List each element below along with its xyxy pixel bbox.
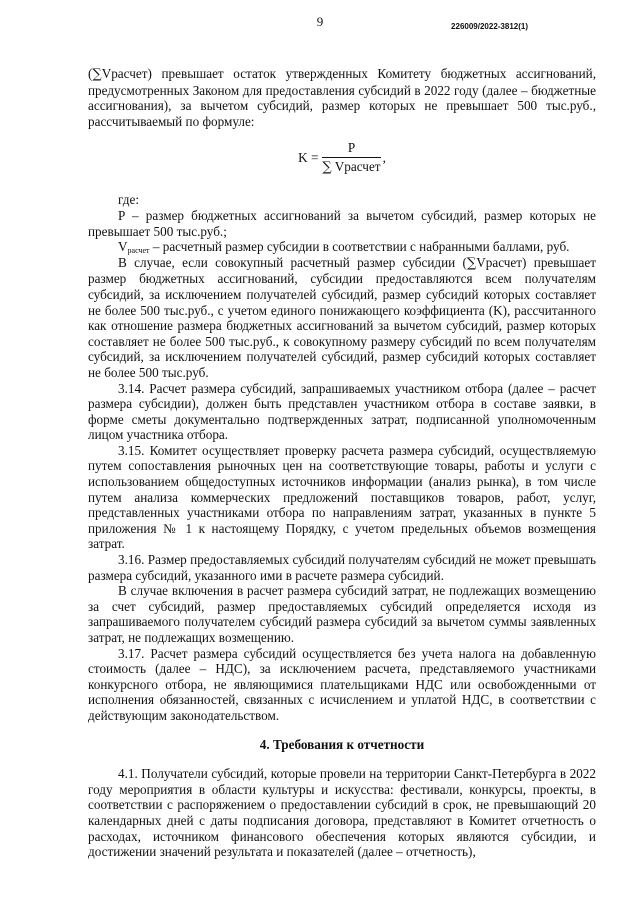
formula-lhs: K =	[298, 150, 319, 166]
definition-v	[88, 239, 596, 255]
document-body	[88, 66, 596, 860]
formula-denominator: Vрасчет	[334, 158, 381, 174]
paragraph-exceeds-text: превышает остаток утвержденных Комитету бюджетных ассигнований, предусмотренных Законом для предоставления субсидий в 2022 году (далее – бюджетные ассигнования), за вычетом субсидий, размер которых не превышает 500 тыс.руб., рассчитываемый по формуле:	[88, 66, 596, 129]
formula-fraction	[322, 140, 380, 175]
paragraph-case-start: В случае, если совокупный расчетный размер субсидии (	[118, 254, 467, 270]
formula	[88, 140, 596, 182]
clause-3-16-continued: В случае включения в расчет размера субсидий затрат, не подлежащих возмещению за счет субсидий, размер предоставляемых субсидий определяется исходя из запрашиваемого получателем субсидий размера субсидий за вычетом суммы заявленных затрат, не подлежащих возмещению.	[88, 583, 596, 645]
paragraph-exceeds: (∑Vрасчет) превышает остаток утвержденных Комитету бюджетных ассигнований, предусмотренных Законом для предоставления субсидий в 2022 году (далее – бюджетные ассигнования), за вычетом субсидий, размер которых не превышает 500 тыс.руб., рассчитываемый по формуле:	[88, 66, 596, 129]
formula-numerator: P	[322, 140, 380, 158]
sum-label: Vрасчет	[101, 66, 148, 81]
formula-denominator-wrap	[322, 158, 380, 176]
clause-3-16: 3.16. Размер предоставляемых субсидий получателям субсидий не может превышать размера субсидий, указанного ими в расчете размера субсидий.	[88, 552, 596, 583]
document-id: 226009/2022-3812(1)	[451, 22, 528, 31]
formula-trail: ,	[382, 150, 386, 166]
sum-symbol-icon: ∑	[322, 159, 332, 175]
definition-v-subscript: расчет	[127, 246, 150, 256]
clause-3-17: 3.17. Расчет размера субсидий осуществляется без учета налога на добавленную стоимость (далее – НДС), за исключением расчета, представляемого участниками конкурсного отбора, не являющимися плательщиками НДС или освобожденными от исполнения обязанностей, связанных с исчислением и уплатой НДС, в соответствии с действующим законодательством.	[88, 645, 596, 723]
sum-symbol-icon: ∑	[92, 67, 102, 82]
paragraph-case-sum: Vрасчет	[476, 254, 523, 270]
definition-v-text: – расчетный размер субсидии в соответствии с набранными баллами, руб.	[149, 239, 570, 255]
sum-symbol-icon: ∑	[466, 255, 477, 271]
where-label: где:	[118, 192, 139, 208]
clause-3-15: 3.15. Комитет осуществляет проверку расчета размера субсидий, осуществляемую путем сопоставления рыночных цен на соответствующие товары, работы и услуги с использованием общедоступных источников информации (анализ рынка), в том числе путем анализа коммерческих предложений поставщиков товаров, работ, услуг, представленных участниками отбора по направлениям затрат, указанных в пункте 5 приложения № 1 к настоящему Порядку, с учетом предельных объемов возмещения затрат.	[88, 442, 596, 552]
section-4-heading: 4. Требования к отчетности	[259, 736, 425, 752]
definition-v-symbol: V	[118, 239, 128, 255]
paragraph-case	[88, 255, 596, 381]
clause-4-1: 4.1. Получатели субсидий, которые провели на территории Санкт-Петербурга в 2022 году мероприятия в области культуры и искусства: фестивали, конкурсы, проекты, в соответствии с распоряжением о предоставлении субсидий в срок, не превышающий 20 календарных дней с даты подписания договора, представляют в Комитет отчетность о расходах, источником финансового обеспечения которых являются субсидии, и достижении значений результата и показателей (далее – отчетность),	[88, 766, 596, 860]
clause-3-14: 3.14. Расчет размера субсидий, запрашиваемых участником отбора (далее – расчет размера субсидии), должен быть представлен участником отбора в составе заявки, в форме сметы документально подтвержденных затрат, подписанной уполномоченным лицом участника отбора.	[88, 380, 596, 443]
page-number: 9	[316, 14, 324, 29]
definition-p: P – размер бюджетных ассигнований за вычетом субсидий, размер которых не превышает 500 тыс.руб.;	[88, 207, 596, 239]
paragraph-case-rest: ) превышает размер бюджетных ассигнований, субсидии предоставляются всем получателям субсидий, за исключением получателей субсидий, размер субсидий которых составляет не более 500 тыс.руб., с учетом единого понижающего коэффициента (K), рассчитанного как отношение размера бюджетных ассигнований за вычетом субсидий, размер которых составляет не более 500 тыс.руб., к совокупному размеру субсидий по всем получателям субсидий, за исключением получателей субсидий, размер субсидий которых составляет не более 500 тыс.руб.	[88, 254, 596, 380]
